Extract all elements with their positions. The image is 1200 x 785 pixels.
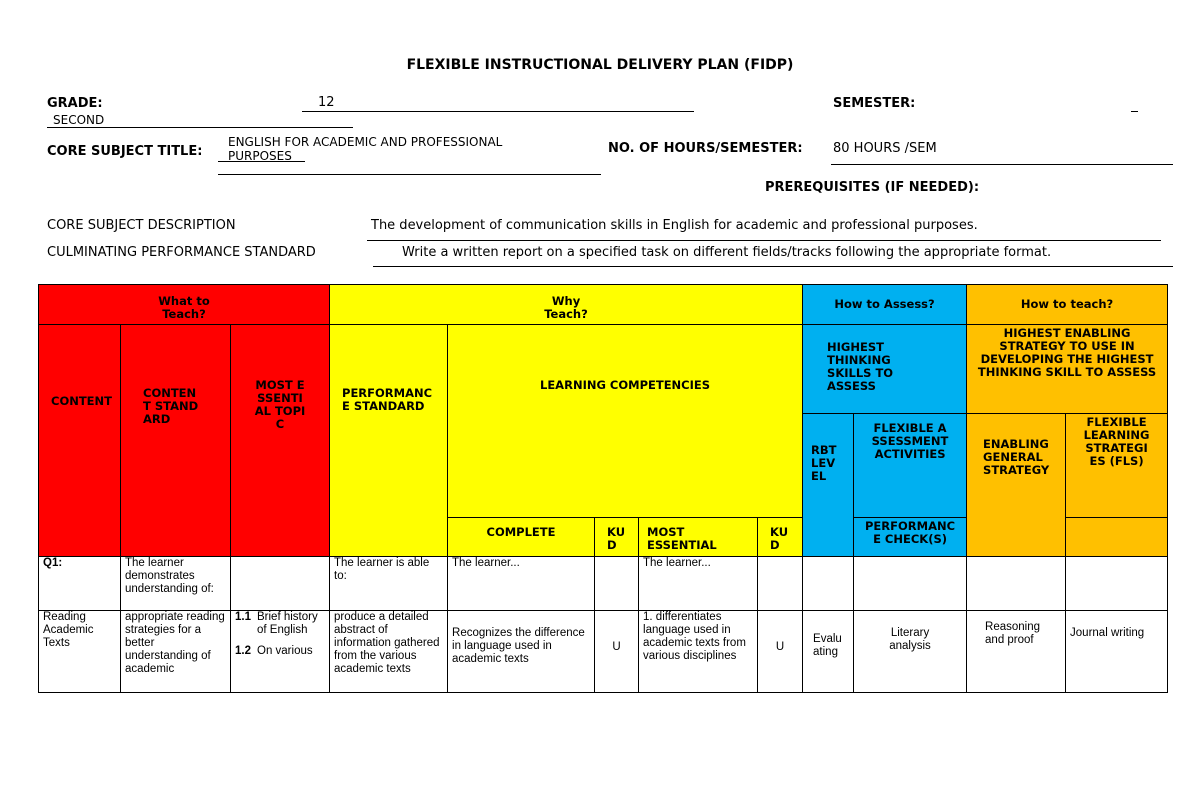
row2-rbt-level: Evaluating <box>803 611 854 693</box>
core-subject-title-line1: ENGLISH FOR ACADEMIC AND PROFESSIONAL <box>228 135 503 149</box>
header-how-to-teach: How to teach? <box>967 285 1168 325</box>
row1-topic <box>231 557 330 611</box>
col-highest-enabling-strategy: HIGHEST ENABLING STRATEGY TO USE IN DEVELOPING THE HIGHEST THINKING SKILL TO ASSESS <box>967 325 1168 414</box>
row2-performance-standard: produce a detailed abstract of information gathered from the various academic texts <box>330 611 448 693</box>
grade-label: GRADE: <box>47 96 103 111</box>
row1-performance-standard: The learner is able to: <box>330 557 448 611</box>
performance-value: Write a written report on a specified task on different fields/tracks following the appropriate format. <box>402 245 1052 260</box>
row2-kud1: U <box>595 611 639 693</box>
row2-kud2: U <box>758 611 803 693</box>
col-highest-thinking-skills: HIGHEST THINKING SKILLS TO ASSESS <box>803 325 967 414</box>
hours-value: 80 HOURS /SEM <box>833 141 937 156</box>
row1-rbt <box>803 557 854 611</box>
col-rbt-level: RBT LEVEL <box>803 414 854 557</box>
header-how-to-assess: How to Assess? <box>803 285 967 325</box>
fidp-table <box>38 284 1168 693</box>
topic2-number: 1.2 <box>235 645 251 657</box>
col-performance-standard: PERFORMANCE STANDARD <box>330 325 448 557</box>
col-flexible-learning-blank <box>1066 518 1168 557</box>
row2-flexible-assessment: Literary analysis <box>854 611 967 693</box>
col-most-essential: MOST ESSENTIAL <box>639 518 758 557</box>
col-kud-1: KUD <box>595 518 639 557</box>
col-content: CONTENT <box>39 325 121 557</box>
performance-underline <box>373 266 1173 267</box>
row1-fls <box>1066 557 1168 611</box>
title-underline <box>218 174 601 175</box>
semester-underline <box>47 127 353 128</box>
row2-content: Reading Academic Texts <box>39 611 121 693</box>
col-content-standard: CONTENT STANDARD <box>121 325 231 557</box>
col-performance-check: PERFORMANCE CHECK(S) <box>854 518 967 557</box>
performance-label: CULMINATING PERFORMANCE STANDARD <box>47 245 316 260</box>
semester-label: SEMESTER: <box>833 96 916 111</box>
col-most-essential-topic: MOST ESSENTIAL TOPIC <box>231 325 330 557</box>
semester-underline-dash <box>1131 111 1138 112</box>
row1-kud1 <box>595 557 639 611</box>
row1-kud2 <box>758 557 803 611</box>
description-value: The development of communication skills in English for academic and professional purposes. <box>371 218 978 233</box>
row1-enabling <box>967 557 1066 611</box>
row2-content-standard: appropriate reading strategies for a better understanding of academic <box>121 611 231 693</box>
row2-enabling-general: Reasoning and proof <box>967 611 1066 693</box>
row1-most-essential: The learner... <box>639 557 758 611</box>
header-what-to-teach: What to Teach? <box>39 285 330 325</box>
col-kud-2: KUD <box>758 518 803 557</box>
grade-value: 12 <box>318 95 335 110</box>
row1-assessment <box>854 557 967 611</box>
row1-content: Q1: <box>39 557 121 611</box>
col-flexible-learning-strategies: FLEXIBLE LEARNING STRATEGIES (FLS) <box>1066 414 1168 518</box>
col-flexible-assessment: FLEXIBLE ASSESSMENT ACTIVITIES <box>854 414 967 518</box>
hours-underline <box>831 164 1173 165</box>
col-complete: COMPLETE <box>448 518 595 557</box>
core-subject-title-line2: PURPOSES <box>228 149 292 163</box>
topic1-number: 1.1 <box>235 611 251 623</box>
row1-complete: The learner... <box>448 557 595 611</box>
page-title: FLEXIBLE INSTRUCTIONAL DELIVERY PLAN (FIDP) <box>406 57 794 73</box>
row2-most-essential: 1. differentiates language used in academic texts from various disciplines <box>639 611 758 693</box>
semester-value: SECOND <box>53 113 105 127</box>
topic2-text: On various <box>257 645 313 657</box>
core-subject-title-label: CORE SUBJECT TITLE: <box>47 144 203 159</box>
header-why-teach: Why Teach? <box>330 285 803 325</box>
row2-complete: Recognizes the difference in language used in academic texts <box>448 611 595 693</box>
grade-underline <box>302 111 694 112</box>
col-enabling-general-strategy: ENABLING GENERAL STRATEGY <box>967 414 1066 557</box>
hours-label: NO. OF HOURS/SEMESTER: <box>608 141 803 156</box>
description-underline <box>367 240 1161 241</box>
row2-flexible-learning: Journal writing <box>1066 611 1168 693</box>
row2-topic <box>231 611 330 693</box>
topic1-text: Brief history of English <box>257 611 318 636</box>
description-label: CORE SUBJECT DESCRIPTION <box>47 218 236 233</box>
row1-content-standard: The learner demonstrates understanding of: <box>121 557 231 611</box>
col-learning-competencies: LEARNING COMPETENCIES <box>448 325 803 518</box>
title-underline-short <box>218 161 305 162</box>
prerequisites-label: PREREQUISITES (IF NEEDED): <box>765 180 980 195</box>
